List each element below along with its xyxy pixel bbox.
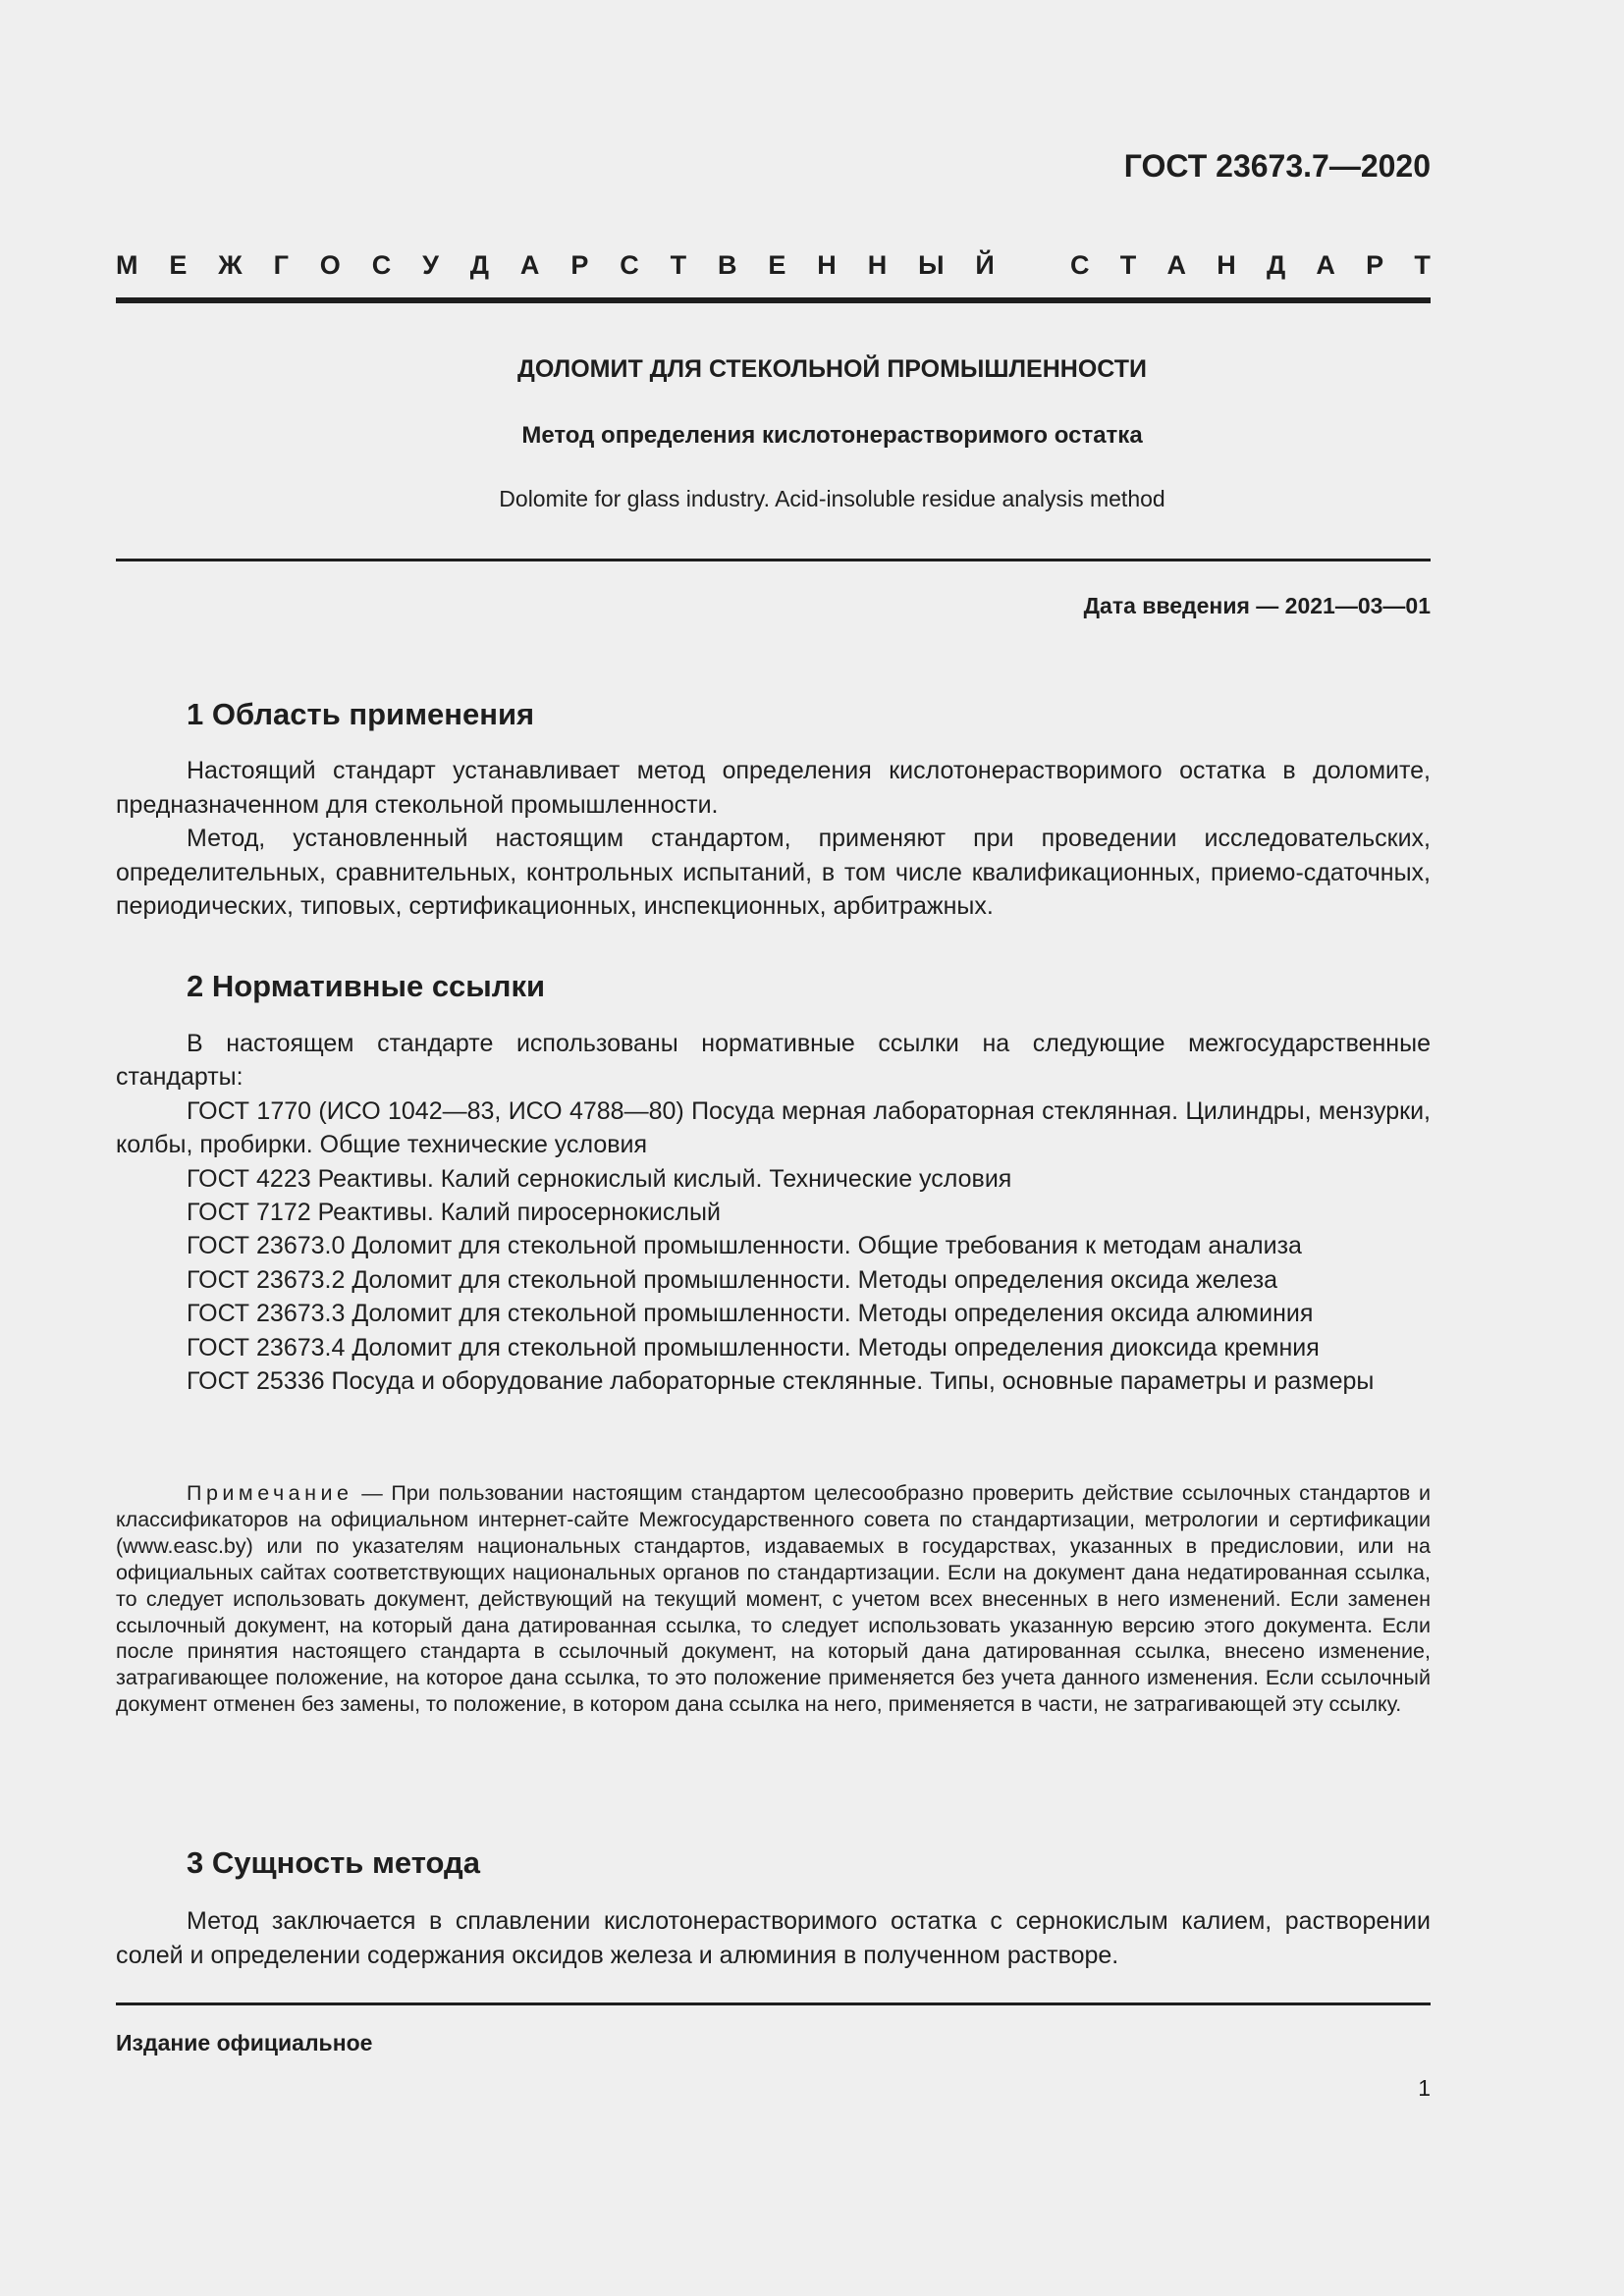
- document-subtitle: Метод определения кислотонерастворимого остатка: [521, 422, 1143, 449]
- standard-banner: [116, 245, 1431, 285]
- english-title: Dolomite for glass industry. Acid-insoluble residue analysis method: [499, 486, 1165, 511]
- section-method-body: [116, 1904, 1431, 1972]
- section-heading-method: 3 Сущность метода: [187, 1845, 480, 1880]
- section-heading-references: 2 Нормативные ссылки: [187, 969, 546, 1003]
- introduction-date: Дата введения — 2021—03—01: [1083, 593, 1431, 618]
- reference-item: ГОСТ 23673.0 Доломит для стекольной промышленности. Общие требования к методам анализа: [187, 1232, 1302, 1260]
- gost-number: ГОСТ 23673.7—2020: [1123, 148, 1431, 184]
- paragraph: Настоящий стандарт устанавливает метод определения кислотонерастворимого остатка в доломите, предназначенном для стекольной промышленности.: [116, 757, 1431, 819]
- document-page: [116, 0, 1431, 2296]
- reference-item: ГОСТ 25336 Посуда и оборудование лабораторные стеклянные. Типы, основные параметры и размеры: [187, 1367, 1375, 1396]
- references-list: [116, 1027, 1431, 1398]
- paragraph: В настоящем стандарте использованы нормативные ссылки на следующие межгосударственные стандарты:: [116, 1030, 1431, 1092]
- note-text: — При пользовании настоящим стандартом целесообразно проверить действие ссылочных стандартов и классификаторов на официальном интернет-сайте Межгосударственного совета по стандартизации, метрологии и сертификации (www.easc.by) или по указателям национальных стандартов, издаваемых в государствах, указанных в предисловии, или на официальных сайтах соответствующих национальных органов по стандартизации. Если на документ дана недатированная ссылка, то следует использовать документ, действующий на текущий момент, с учетом всех внесенных в него изменений. Если заменен ссылочный документ, на который дана датированная ссылка, то следует использовать указанную версию этого документа. Если после принятия настоящего стандарта в ссылочный документ, на который дана датированная ссылка, внесено изменение, затрагивающее положение, на которое дана ссылка, то это положение применяется без учета данного изменения. Если ссылочный документ отменен без замены, то положение, в котором дана ссылка на него, применяется в части, не затрагивающей эту ссылку.: [116, 1481, 1431, 1717]
- title-divider: [116, 559, 1431, 561]
- page-number: 1: [1418, 2075, 1431, 2101]
- reference-item: ГОСТ 1770 (ИСО 1042—83, ИСО 4788—80) Посуда мерная лабораторная стеклянная. Цилиндры, мензурки, колбы, пробирки. Общие технические условия: [116, 1096, 1431, 1159]
- note-block: [116, 1480, 1431, 1718]
- banner-word-interstate: М Е Ж Г О С У Д А Р С Т В Е Н Н Ы Й: [116, 249, 995, 280]
- footer-divider: [116, 2002, 1431, 2005]
- reference-item: ГОСТ 7172 Реактивы. Калий пиросернокислый: [187, 1199, 721, 1227]
- official-edition: Издание официальное: [116, 2030, 373, 2056]
- note-label: Примечание: [187, 1481, 353, 1505]
- section-scope-body: [116, 754, 1431, 924]
- paragraph: Метод, установленный настоящим стандартом, применяют при проведении исследовательских, определительных, сравнительных, контрольных испытаний, в том числе квалификационных, приемо-сдаточных, периодических, типовых, сертификационных, инспекционных, арбитражных.: [116, 825, 1431, 920]
- document-title: ДОЛОМИТ ДЛЯ СТЕКОЛЬНОЙ ПРОМЫШЛЕННОСТИ: [517, 355, 1147, 383]
- section-heading-scope: 1 Область применения: [187, 697, 535, 731]
- header-divider: [116, 297, 1431, 303]
- reference-item: ГОСТ 4223 Реактивы. Калий сернокислый кислый. Технические условия: [187, 1164, 1012, 1193]
- reference-item: ГОСТ 23673.2 Доломит для стекольной промышленности. Методы определения оксида железа: [187, 1265, 1278, 1294]
- reference-item: ГОСТ 23673.3 Доломит для стекольной промышленности. Методы определения оксида алюминия: [187, 1300, 1314, 1328]
- reference-item: ГОСТ 23673.4 Доломит для стекольной промышленности. Методы определения диоксида кремния: [187, 1333, 1320, 1362]
- paragraph: Метод заключается в сплавлении кислотонерастворимого остатка с сернокислым калием, растворении солей и определении содержания оксидов железа и алюминия в полученном растворе.: [116, 1907, 1431, 1969]
- banner-word-standard: С Т А Н Д А Р Т: [1070, 249, 1431, 280]
